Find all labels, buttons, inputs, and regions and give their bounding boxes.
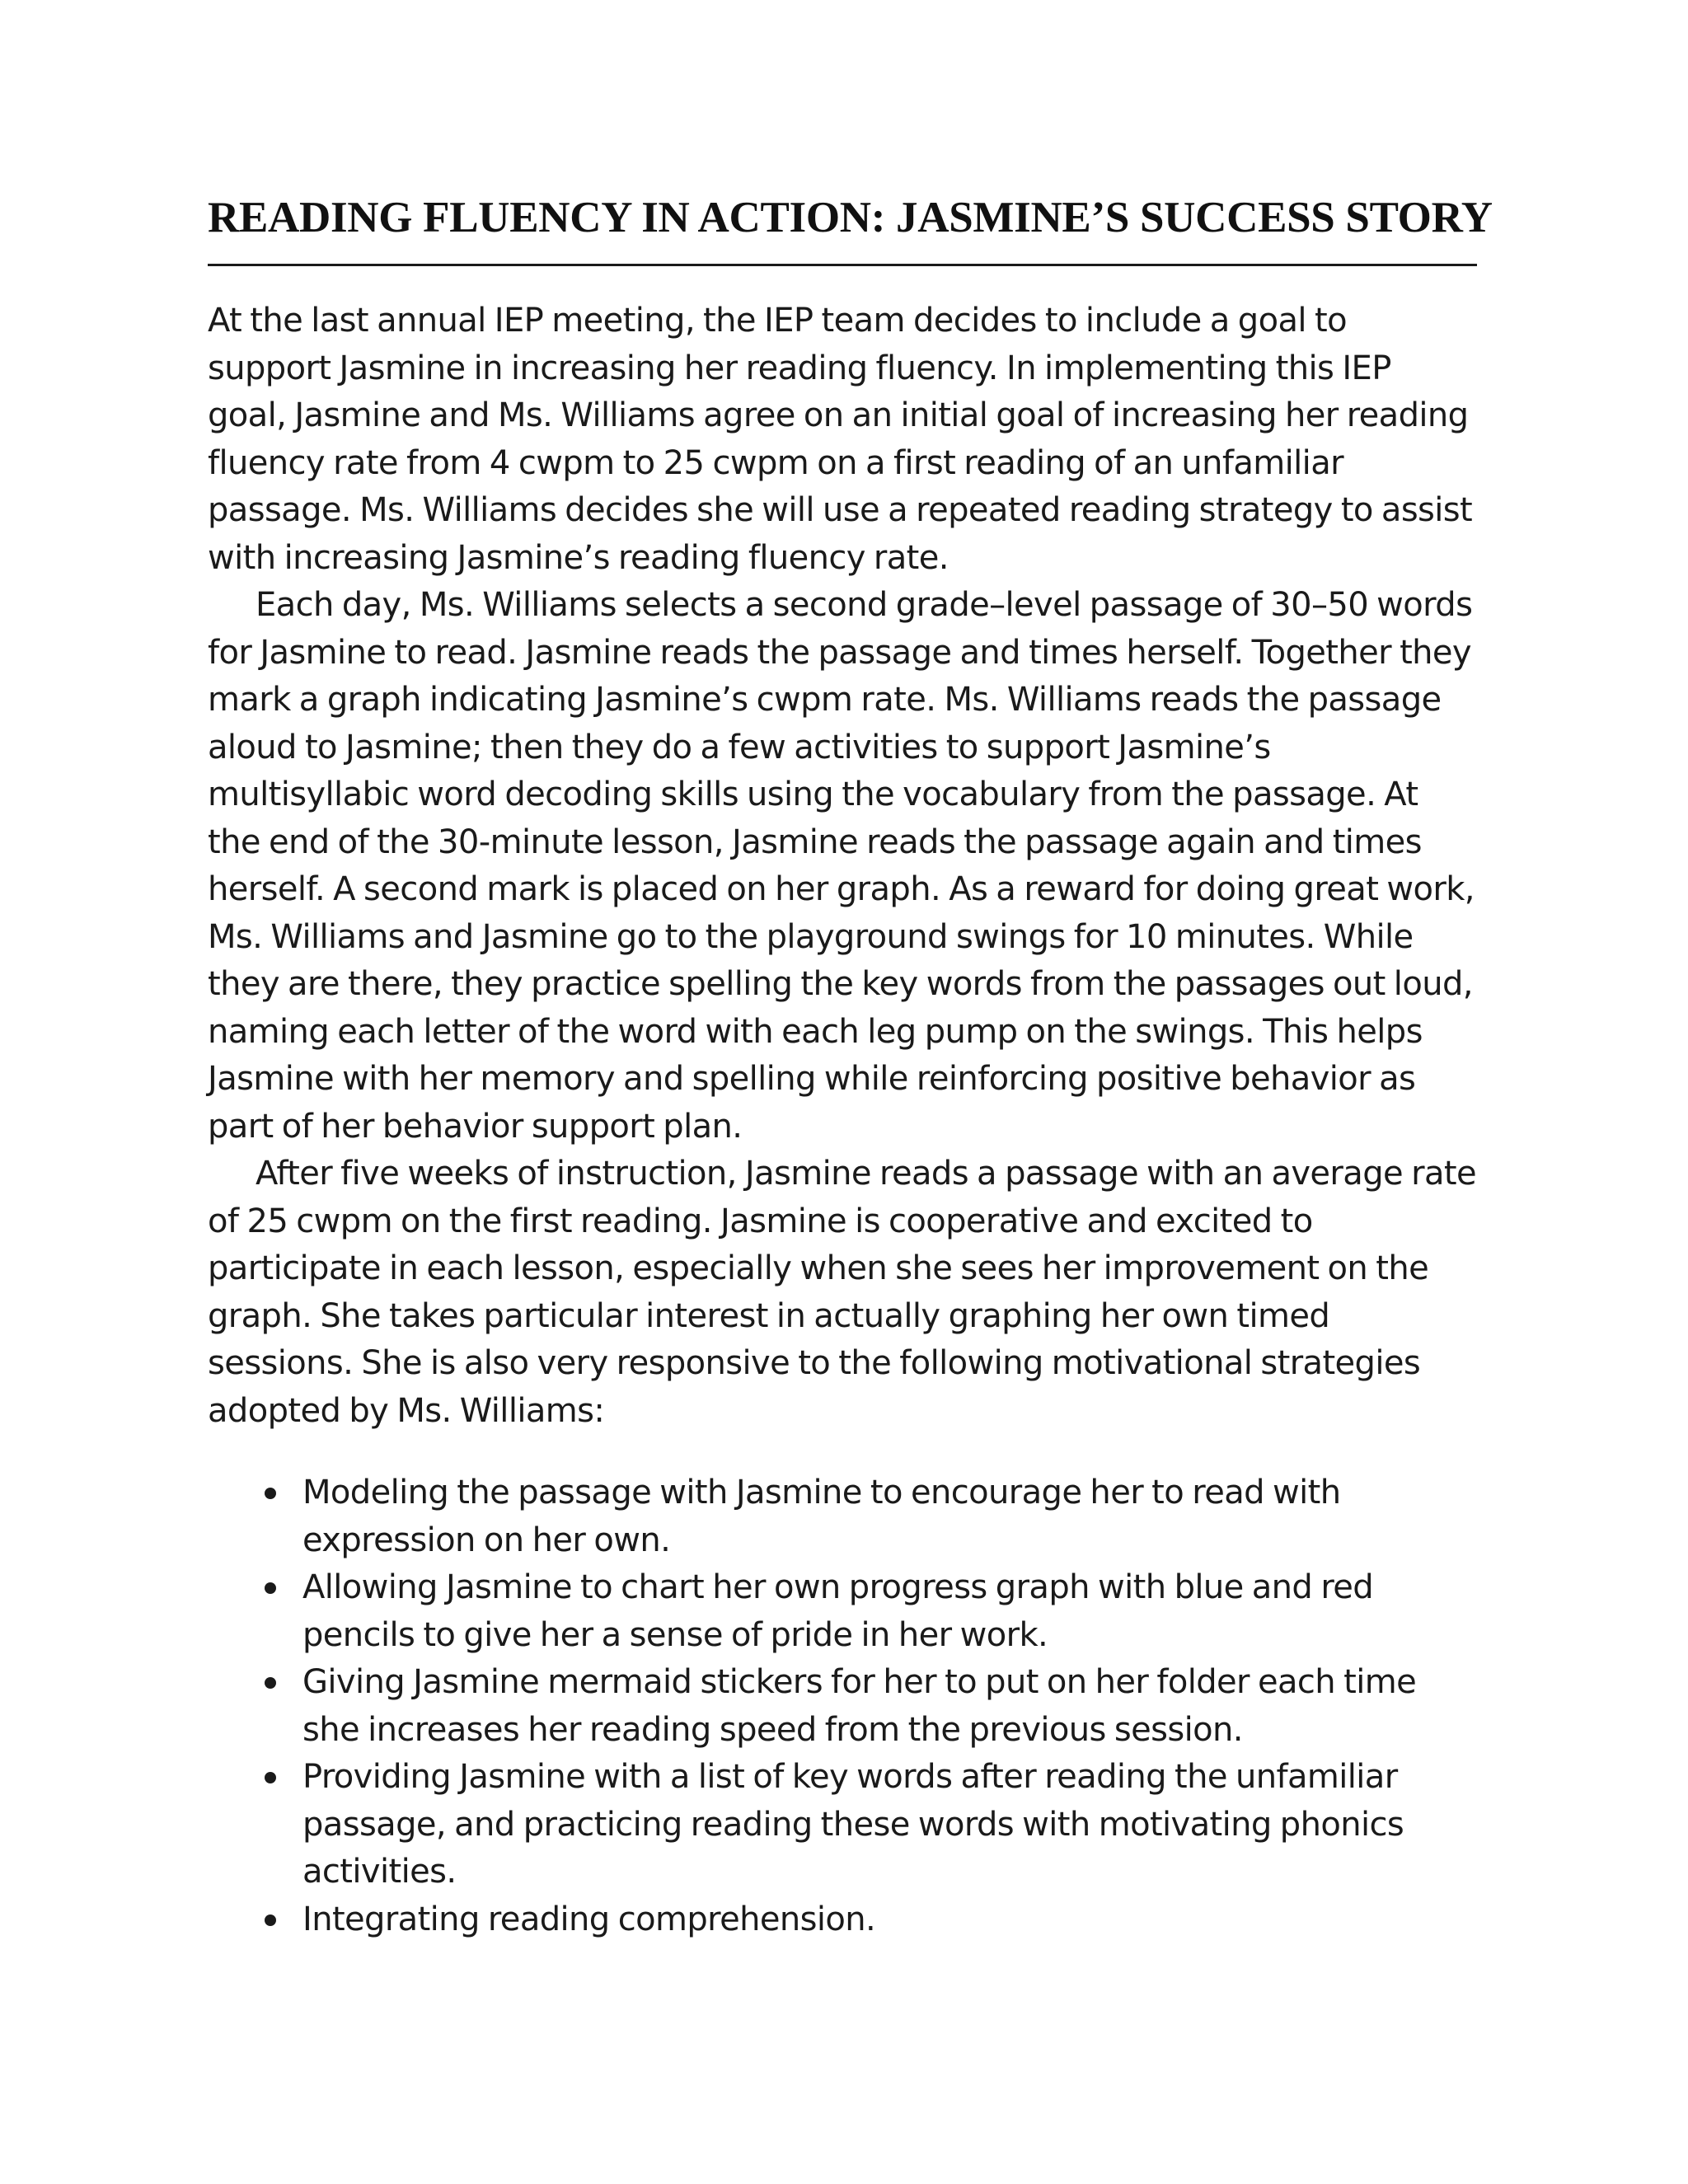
list-item (302, 1564, 1477, 1659)
bullet-icon (265, 1915, 276, 1926)
document-page (208, 191, 1493, 1943)
bullet-icon (265, 1582, 276, 1594)
list-item-text: Allowing Jasmine to chart her own progress graph with blue and red pencils to give her a sense of pride in her work. (302, 1568, 1374, 1654)
list-item (302, 1659, 1477, 1754)
list-item-text: Giving Jasmine mermaid stickers for her to put on her folder each time she increases her reading speed from the previous session. (302, 1663, 1417, 1749)
list-item-text: Modeling the passage with Jasmine to encourage her to read with expression on her own. (302, 1474, 1341, 1559)
paragraph-2: Each day, Ms. Williams selects a second grade–level passage of 30–50 words for Jasmine to read. Jasmine reads the passage and times herself. Together they mark a graph indicating Jasmine’s cwpm rate. Ms. Williams reads the passage aloud to Jasmine; then they do a few activities to support Jasmine’s multisyllabic word decoding skills using the vocabulary from the passage. At the end of the 30-minute lesson, Jasmine reads the passage again and times herself. A second mark is placed on her graph. As a reward for doing great work, Ms. Williams and Jasmine go to the playground swings for 10 minutes. While they are there, they practice spelling the key words from the passages out loud, naming each letter of the word with each leg pump on the swings. This helps Jasmine with her memory and spelling while reinforcing positive behavior as part of her behavior support plan. (208, 586, 1475, 1146)
bullet-icon (265, 1677, 276, 1689)
paragraph-3: After five weeks of instruction, Jasmine reads a passage with an average rate of 25 cwpm on the first reading. Jasmine is cooperative and excited to participate in each lesson, especially when she sees her improvement on the graph. She takes particular interest in actually graphing her own timed sessions. She is also very responsive to the following motivational strategies adopted by Ms. Williams: (208, 1155, 1476, 1430)
bullet-icon (265, 1488, 276, 1499)
bullet-icon (265, 1772, 276, 1783)
list-item (302, 1754, 1477, 1896)
list-item-text: Integrating reading comprehension. (302, 1900, 876, 1938)
list-item (302, 1469, 1477, 1564)
document-body (208, 298, 1477, 1943)
page-title: READING FLUENCY IN ACTION: JASMINE’S SUCCESS STORY (208, 194, 1493, 241)
list-item-text: Providing Jasmine with a list of key words after reading the unfamiliar passage, and practicing reading these words with motivating phonics activities. (302, 1758, 1404, 1891)
paragraph-1: At the last annual IEP meeting, the IEP team decides to include a goal to support Jasmine in increasing her reading fluency. In implementing this IEP goal, Jasmine and Ms. Williams agree on an initial goal of increasing her reading fluency rate from 4 cwpm to 25 cwpm on a first reading of an unfamiliar passage. Ms. Williams decides she will use a repeated reading strategy to assist with increasing Jasmine’s reading fluency rate. (208, 302, 1473, 577)
strategy-list (208, 1469, 1477, 1943)
title-divider (208, 264, 1477, 266)
list-item (302, 1896, 1477, 1944)
